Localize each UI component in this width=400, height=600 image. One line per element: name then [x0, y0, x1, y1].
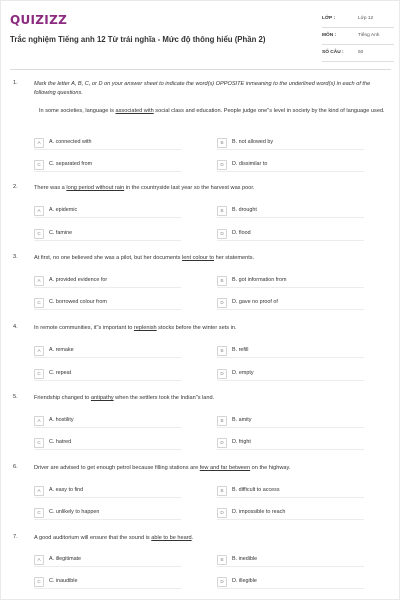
option-letter-box: D: [217, 369, 227, 379]
option-letter-box: D: [217, 438, 227, 448]
header: [1, 1, 399, 63]
option-text: D. illegible: [232, 578, 257, 584]
option-c[interactable]: [34, 160, 181, 172]
option-d[interactable]: [217, 160, 364, 172]
option-letter-box: B: [217, 346, 227, 356]
option-letter-box: B: [217, 486, 227, 496]
underlined-word: antipathy: [90, 395, 114, 401]
option-letter-box: A: [34, 555, 44, 565]
option-b[interactable]: [217, 276, 364, 288]
option-c[interactable]: [34, 438, 181, 450]
question-text: A good auditorium will ensure that the sound is able to be heard.: [34, 535, 194, 541]
option-letter-box: B: [217, 138, 227, 148]
meta-value: Lớp 12: [358, 16, 374, 21]
option-c[interactable]: [34, 508, 181, 520]
quizizz-logo[interactable]: QUIZIZZ: [10, 13, 68, 27]
question-number: 1.: [13, 80, 18, 86]
option-text: C. unlikely to happen: [49, 509, 100, 515]
meta-label: SỐ CÂU :: [322, 50, 344, 55]
option-letter-box: A: [34, 346, 44, 356]
option-text: C. inaudible: [49, 578, 78, 584]
option-b[interactable]: [217, 138, 364, 150]
option-letter-box: D: [217, 508, 227, 518]
option-letter-box: A: [34, 416, 44, 426]
question-text: At first, no one believed she was a pilot, but her documents lent colour to her statements.: [34, 255, 255, 261]
meta-info: [322, 15, 394, 66]
option-c[interactable]: [34, 577, 181, 589]
meta-value: 50: [358, 50, 364, 55]
option-text: D. impossible to reach: [232, 509, 286, 515]
meta-label: LỚP :: [322, 16, 336, 21]
option-text: C. famine: [49, 230, 73, 236]
option-text: B. refill: [232, 347, 249, 353]
option-b[interactable]: [217, 416, 364, 428]
worksheet-title: Trắc nghiệm Tiếng anh 12 Từ trái nghĩa - Mức độ thông hiểu (Phần 2): [10, 35, 266, 44]
option-b[interactable]: [217, 555, 364, 567]
option-text: A. connected with: [49, 139, 92, 145]
option-letter-box: C: [34, 160, 44, 170]
option-text: C. repeat: [49, 370, 72, 376]
option-a[interactable]: [34, 138, 181, 150]
option-letter-box: B: [217, 206, 227, 216]
option-text: B. drought: [232, 207, 257, 213]
question-text: In remote communities, it"s important to replenish stocks before the winter sets in.: [34, 325, 237, 331]
question-number: 7.: [13, 534, 18, 540]
option-c[interactable]: [34, 298, 181, 310]
option-a[interactable]: [34, 416, 181, 428]
option-text: A. illegitimate: [49, 556, 82, 562]
option-text: D. empty: [232, 370, 254, 376]
meta-row-count: [322, 49, 394, 62]
option-letter-box: D: [217, 577, 227, 587]
option-a[interactable]: [34, 346, 181, 358]
option-letter-box: D: [217, 160, 227, 170]
option-a[interactable]: [34, 486, 181, 498]
option-letter-box: A: [34, 138, 44, 148]
option-letter-box: B: [217, 416, 227, 426]
option-letter-box: A: [34, 486, 44, 496]
question-number: 5.: [13, 394, 18, 400]
underlined-word: few and far between: [199, 465, 251, 471]
option-text: C. hatred: [49, 439, 72, 445]
option-text: A. hostility: [49, 417, 74, 423]
underlined-word: associated with: [115, 108, 154, 114]
question-number: 3.: [13, 254, 18, 260]
option-d[interactable]: [217, 508, 364, 520]
option-a[interactable]: [34, 276, 181, 288]
option-text: C. separated from: [49, 161, 93, 167]
option-letter-box: A: [34, 206, 44, 216]
question-text: Friendship changed to antipathy when the settlers took the Indian"s land.: [34, 395, 215, 401]
option-letter-box: B: [217, 555, 227, 565]
option-letter-box: C: [34, 577, 44, 587]
option-a[interactable]: [34, 555, 181, 567]
option-text: B. not allowed by: [232, 139, 274, 145]
option-text: A. provided evidence for: [49, 277, 108, 283]
option-letter-box: C: [34, 508, 44, 518]
meta-row-subject: [322, 32, 394, 45]
question-number: 2.: [13, 184, 18, 190]
worksheet-page: [1, 1, 399, 599]
question-passage: In some societies, language is associated with social class and education. People judge one"s level in society by the kind of language used.: [39, 108, 385, 114]
option-text: B. amity: [232, 417, 252, 423]
question-text: Driver are advised to get enough petrol because filling stations are few and far between on the highway.: [34, 465, 291, 471]
option-letter-box: C: [34, 438, 44, 448]
option-letter-box: C: [34, 369, 44, 379]
option-letter-box: C: [34, 298, 44, 308]
underlined-word: replenish: [133, 325, 157, 331]
underlined-word: able to be heard: [151, 535, 192, 541]
underlined-word: lent colour to: [182, 255, 215, 261]
option-text: A. remake: [49, 347, 74, 353]
option-text: B. got information from: [232, 277, 287, 283]
question-number: 6.: [13, 464, 18, 470]
meta-row-class: [322, 15, 394, 28]
option-text: B. inedible: [232, 556, 258, 562]
option-d[interactable]: [217, 577, 364, 589]
question-instruction: Mark the letter A, B, C, or D on your answer sheet to indicate the word(s) OPPOSITE inmeaning to the underlined word(s) in each of the following questions.: [34, 81, 371, 96]
option-b[interactable]: [217, 346, 364, 358]
question-number: 4.: [13, 324, 18, 330]
option-d[interactable]: [217, 438, 364, 450]
underlined-word: long period without rain: [66, 185, 125, 191]
option-c[interactable]: [34, 229, 181, 241]
option-text: D. flood: [232, 230, 251, 236]
option-text: D. gave no proof of: [232, 299, 278, 305]
option-text: A. epidemic: [49, 207, 78, 213]
option-b[interactable]: [217, 206, 364, 218]
option-text: C. borrowed colour from: [49, 299, 107, 305]
option-letter-box: D: [217, 229, 227, 239]
question-text: There was a long period without rain in the countryside last year so the harvest was poor.: [34, 185, 255, 191]
meta-label: MÔN :: [322, 33, 337, 38]
option-letter-box: D: [217, 298, 227, 308]
option-text: A. easy to find: [49, 487, 84, 493]
option-c[interactable]: [34, 369, 181, 381]
option-b[interactable]: [217, 486, 364, 498]
option-d[interactable]: [217, 298, 364, 310]
option-text: D. dissimilar to: [232, 161, 268, 167]
option-a[interactable]: [34, 206, 181, 218]
header-divider: [10, 69, 391, 70]
option-text: B. difficult to access: [232, 487, 280, 493]
option-text: D. fright: [232, 439, 251, 445]
option-letter-box: B: [217, 276, 227, 286]
meta-value: Tiếng Anh: [358, 33, 380, 38]
option-d[interactable]: [217, 369, 364, 381]
option-d[interactable]: [217, 229, 364, 241]
option-letter-box: C: [34, 229, 44, 239]
option-letter-box: A: [34, 276, 44, 286]
